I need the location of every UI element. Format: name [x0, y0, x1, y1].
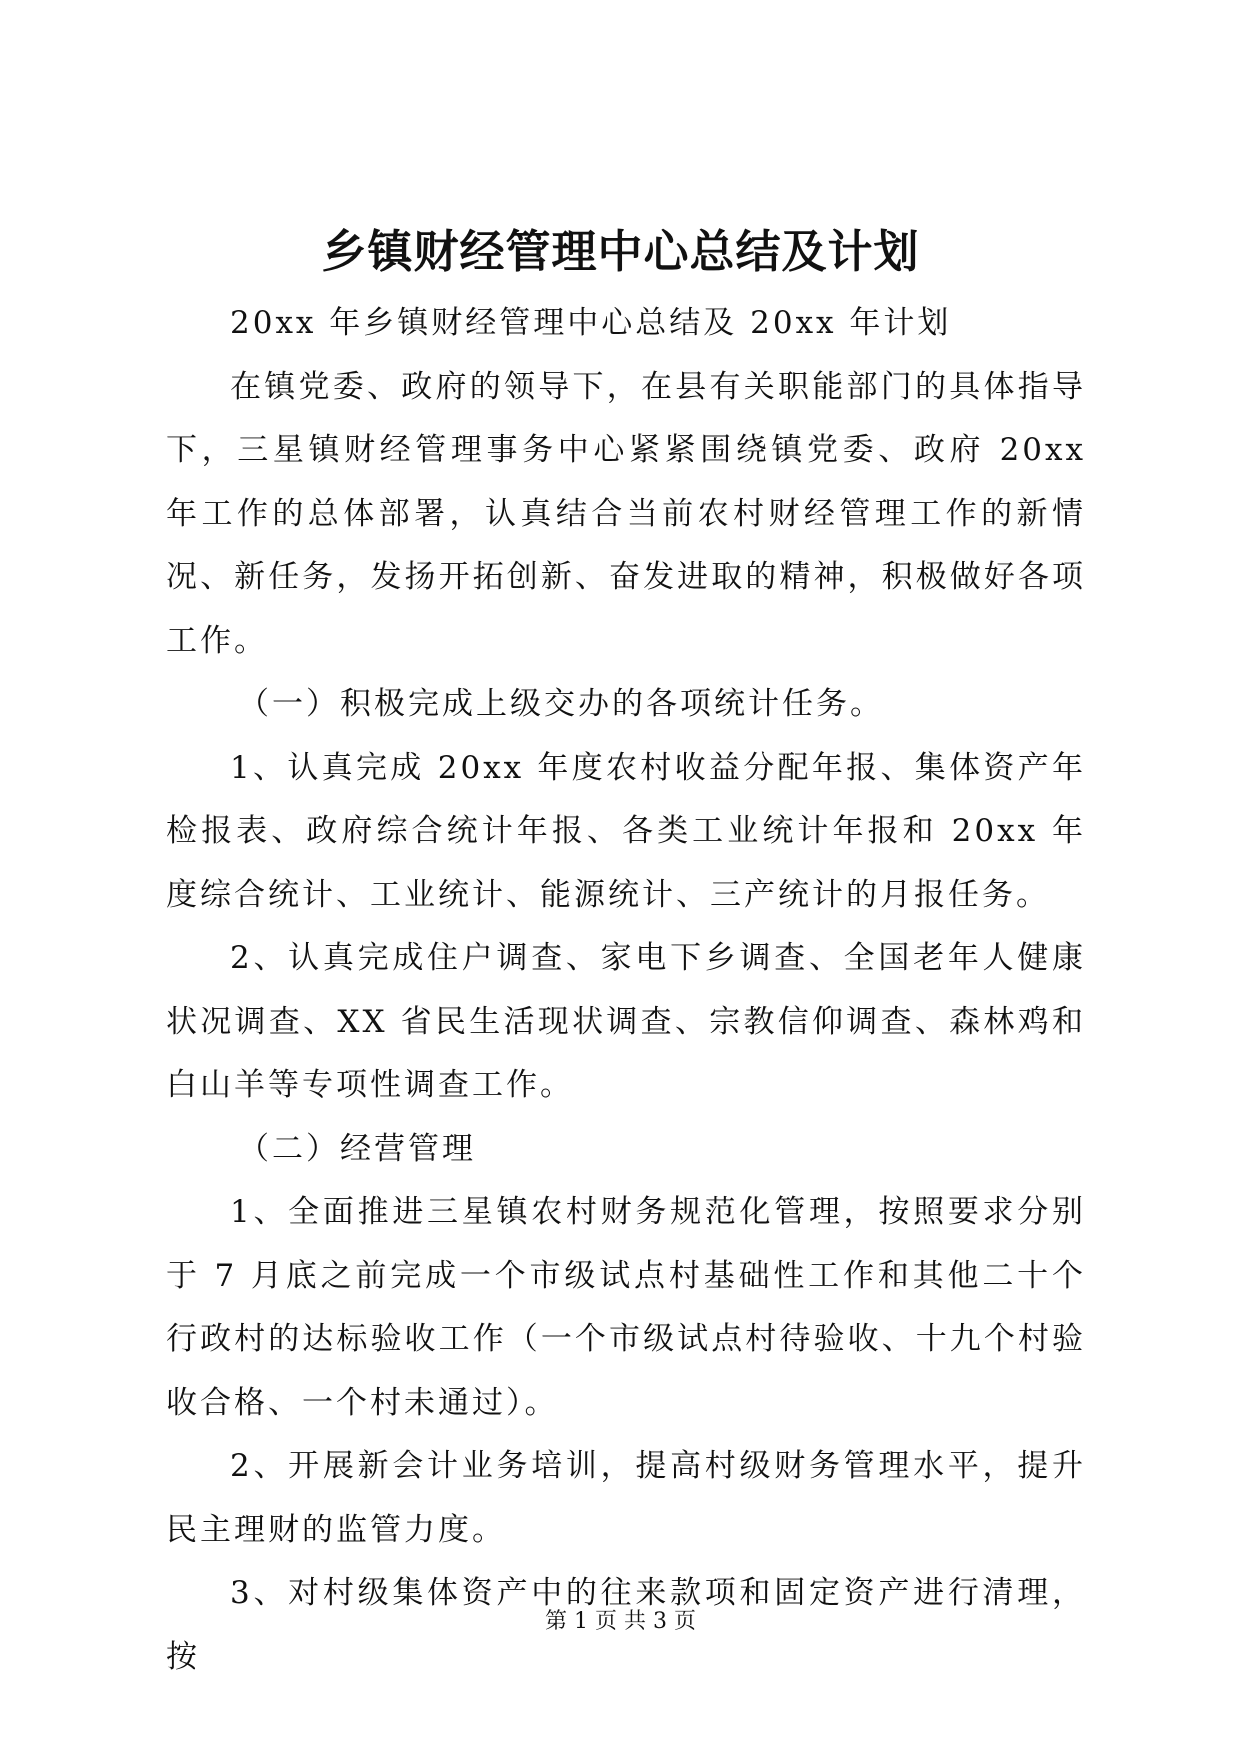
- section-heading-2: （二）经营管理: [238, 1130, 476, 1167]
- body-paragraph: 1、认真完成 20xx 年度农村收益分配年报、集体资产年检报表、政府综合统计年报、各类工业统计年报和 20xx 年度综合统计、工业统计、能源统计、三产统计的月报任务。: [166, 749, 1086, 913]
- document-title: 乡镇财经管理中心总结及计划: [321, 225, 920, 278]
- intro-paragraph: 在镇党委、政府的领导下，在县有关职能部门的具体指导下，三星镇财经管理事务中心紧紧围绕镇党委、政府 20xx 年工作的总体部署，认真结合当前农村财经管理工作的新情况、新任务，发扬开拓创新、奋发进取的精神，积极做好各项工作。: [166, 368, 1086, 659]
- body-paragraph: 3、对村级集体资产中的往来款项和固定资产进行清理，按: [166, 1575, 1086, 1675]
- document-body: [166, 292, 1086, 1689]
- page-number-footer: 第 1 页 共 3 页: [545, 1609, 696, 1634]
- body-paragraph: 2、认真完成住户调查、家电下乡调查、全国老年人健康状况调查、XX 省民生活现状调查、宗教信仰调查、森林鸡和白山羊等专项性调查工作。: [166, 940, 1086, 1103]
- subtitle-paragraph: 20xx 年乡镇财经管理中心总结及 20xx 年计划: [230, 305, 952, 341]
- body-paragraph: 2、开展新会计业务培训，提高村级财务管理水平，提升民主理财的监管力度。: [166, 1448, 1086, 1548]
- section-heading-1: （一）积极完成上级交办的各项统计任务。: [238, 686, 884, 722]
- body-paragraph: 1、全面推进三星镇农村财务规范化管理，按照要求分别于 7 月底之前完成一个市级试点村基础性工作和其他二十个行政村的达标验收工作（一个市级试点村待验收、十九个村验收合格、一个村未通过）。: [166, 1194, 1086, 1421]
